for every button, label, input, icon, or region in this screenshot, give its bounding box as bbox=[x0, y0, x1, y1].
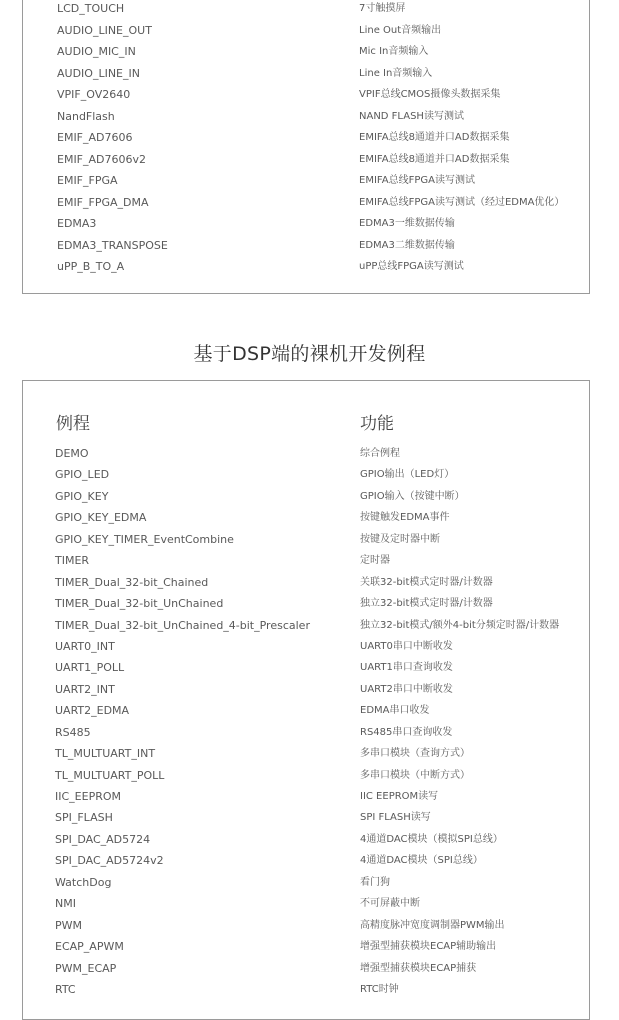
table-row bbox=[23, 786, 589, 807]
example-function: UART0串口中断收发 bbox=[360, 640, 453, 652]
example-function: UART1串口查询收发 bbox=[360, 662, 453, 674]
example-function: 定时器 bbox=[360, 555, 390, 567]
table-row bbox=[23, 256, 589, 278]
table-row bbox=[23, 443, 589, 464]
example-function: 独立32-bit模式/额外4-bit分频定时器/计数器 bbox=[360, 619, 560, 631]
table-row bbox=[23, 149, 589, 171]
table-row bbox=[23, 0, 589, 20]
example-function: 4通道DAC模块（SPI总线） bbox=[360, 855, 483, 867]
example-function: RS485串口查询收发 bbox=[360, 726, 453, 738]
section-title: 基于DSP端的裸机开发例程 bbox=[193, 343, 426, 365]
table-row bbox=[23, 486, 589, 507]
example-name: PWM bbox=[55, 918, 83, 932]
table-row bbox=[23, 722, 589, 743]
table-row bbox=[23, 20, 589, 42]
example-function: GPIO输入（按键中断） bbox=[360, 490, 465, 502]
example-name: TIMER bbox=[55, 554, 90, 568]
example-name: TL_MULTUART_INT bbox=[55, 747, 156, 761]
example-name: EMIF_FPGA bbox=[57, 174, 118, 187]
table-row bbox=[23, 235, 589, 257]
example-name: LCD_TOUCH bbox=[57, 2, 125, 15]
example-name: NandFlash bbox=[57, 109, 115, 123]
example-name: UART2_INT bbox=[55, 682, 115, 696]
example-function: 多串口模块（中断方式） bbox=[360, 769, 470, 781]
table-row bbox=[23, 679, 589, 700]
example-name: TIMER_Dual_32-bit_UnChained bbox=[55, 597, 224, 611]
example-function: 独立32-bit模式定时器/计数器 bbox=[360, 598, 493, 610]
table-row bbox=[23, 464, 589, 485]
header-function: 功能 bbox=[360, 414, 394, 434]
example-name: AUDIO_LINE_OUT bbox=[57, 23, 152, 37]
example-name: RS485 bbox=[55, 725, 91, 739]
example-function: 看门狗 bbox=[360, 876, 390, 888]
table-row bbox=[23, 106, 589, 128]
example-function: 多串口模块（查询方式） bbox=[360, 748, 470, 760]
example-name: EDMA3 bbox=[57, 217, 97, 230]
example-function: UART2串口中断收发 bbox=[360, 683, 453, 695]
example-function: Line Out音频输出 bbox=[359, 24, 442, 36]
example-name: SPI_DAC_AD5724 bbox=[55, 832, 151, 846]
example-function: NAND FLASH读写测试 bbox=[359, 110, 464, 122]
example-function: EMIFA总线8通道并口AD数据采集 bbox=[359, 153, 510, 165]
table-row bbox=[23, 127, 589, 149]
example-name: SPI_DAC_AD5724v2 bbox=[55, 854, 164, 868]
example-name: GPIO_KEY_TIMER_EventCombine bbox=[55, 532, 234, 546]
table-row bbox=[23, 657, 589, 678]
top-example-table bbox=[22, 0, 590, 294]
table-row bbox=[23, 213, 589, 235]
table-header bbox=[23, 409, 589, 439]
example-function: VPIF总线CMOS摄像头数据采集 bbox=[359, 89, 501, 100]
dsp-bare-metal-example-table bbox=[22, 380, 590, 1020]
example-function: 增强型捕获模块ECAP辅助输出 bbox=[360, 941, 497, 953]
example-function: 综合例程 bbox=[360, 448, 400, 459]
example-function: IIC EEPROM读写 bbox=[360, 791, 439, 802]
example-function: EMIFA总线FPGA读写测试（经过EDMA优化） bbox=[359, 196, 565, 208]
example-name: UART2_EDMA bbox=[55, 704, 130, 718]
table-row bbox=[23, 850, 589, 871]
example-name: TL_MULTUART_POLL bbox=[55, 768, 165, 782]
example-name: TIMER_Dual_32-bit_Chained bbox=[55, 575, 209, 589]
example-function: 按键触发EDMA事件 bbox=[360, 512, 450, 524]
example-name: UART1_POLL bbox=[55, 661, 125, 675]
example-function: EDMA3二维数据传输 bbox=[359, 239, 455, 251]
example-function: EDMA串口收发 bbox=[360, 705, 430, 717]
example-name: UART0_INT bbox=[55, 639, 115, 653]
example-function: Mic In音频输入 bbox=[359, 46, 429, 57]
table-row bbox=[23, 41, 589, 63]
table-row bbox=[23, 872, 589, 893]
example-function: Line In音频输入 bbox=[359, 67, 433, 79]
example-name: IIC_EEPROM bbox=[55, 790, 121, 803]
table-row bbox=[23, 572, 589, 593]
header-examples: 例程 bbox=[56, 414, 90, 434]
example-name: EMIF_FPGA_DMA bbox=[57, 195, 149, 209]
example-name: GPIO_LED bbox=[55, 468, 110, 482]
table-row bbox=[23, 893, 589, 914]
example-name: uPP_B_TO_A bbox=[57, 260, 125, 273]
example-function: EDMA3一维数据传输 bbox=[359, 218, 455, 229]
example-name: WatchDog bbox=[55, 875, 112, 889]
example-name: EDMA3_TRANSPOSE bbox=[57, 238, 168, 252]
table-row bbox=[23, 636, 589, 657]
table-row bbox=[23, 507, 589, 528]
example-function: GPIO输出（LED灯） bbox=[360, 469, 455, 481]
example-name: SPI_FLASH bbox=[55, 811, 113, 825]
table-row bbox=[23, 958, 589, 979]
example-function: 关联32-bit模式定时器/计数器 bbox=[360, 576, 493, 588]
table-row bbox=[23, 915, 589, 936]
example-name: RTC bbox=[55, 982, 76, 996]
table-row bbox=[23, 192, 589, 214]
example-function: 高精度脉冲宽度调制器PWM输出 bbox=[360, 919, 505, 931]
example-name: AUDIO_MIC_IN bbox=[57, 45, 136, 58]
bottom-table-rows bbox=[23, 443, 589, 1000]
example-name: EMIF_AD7606 bbox=[57, 131, 133, 144]
example-name: NMI bbox=[55, 897, 76, 911]
example-function: EMIFA总线8通道并口AD数据采集 bbox=[359, 132, 510, 143]
example-function: EMIFA总线FPGA读写测试 bbox=[359, 175, 475, 186]
example-function: SPI FLASH读写 bbox=[360, 812, 431, 824]
example-name: EMIF_AD7606v2 bbox=[57, 152, 147, 166]
example-function: 按键及定时器中断 bbox=[360, 533, 440, 545]
table-row bbox=[23, 807, 589, 828]
example-name: GPIO_KEY_EDMA bbox=[55, 511, 147, 525]
table-row bbox=[23, 84, 589, 106]
table-row bbox=[23, 743, 589, 764]
example-name: AUDIO_LINE_IN bbox=[57, 66, 140, 80]
table-row bbox=[23, 550, 589, 571]
table-row bbox=[23, 979, 589, 1000]
example-name: VPIF_OV2640 bbox=[57, 88, 131, 101]
example-function: 4通道DAC模块（模拟SPI总线） bbox=[360, 833, 503, 845]
example-name: PWM_ECAP bbox=[55, 961, 117, 975]
table-row bbox=[23, 936, 589, 957]
example-name: GPIO_KEY bbox=[55, 489, 109, 503]
example-function: 7寸触摸屏 bbox=[359, 3, 406, 14]
example-name: ECAP_APWM bbox=[55, 940, 124, 954]
example-function: 增强型捕获模块ECAP捕获 bbox=[360, 962, 477, 974]
table-row bbox=[23, 615, 589, 636]
example-name: DEMO bbox=[55, 447, 89, 460]
table-row bbox=[23, 63, 589, 85]
example-name: TIMER_Dual_32-bit_UnChained_4-bit_Prescaler bbox=[55, 618, 310, 632]
table-row bbox=[23, 529, 589, 550]
example-function: 不可屏蔽中断 bbox=[360, 898, 420, 910]
example-function: uPP总线FPGA读写测试 bbox=[359, 261, 464, 272]
top-table-rows bbox=[23, 0, 589, 278]
table-row bbox=[23, 593, 589, 614]
example-function: RTC时钟 bbox=[360, 983, 399, 995]
table-row bbox=[23, 700, 589, 721]
table-row bbox=[23, 829, 589, 850]
table-row bbox=[23, 170, 589, 192]
table-row bbox=[23, 765, 589, 786]
